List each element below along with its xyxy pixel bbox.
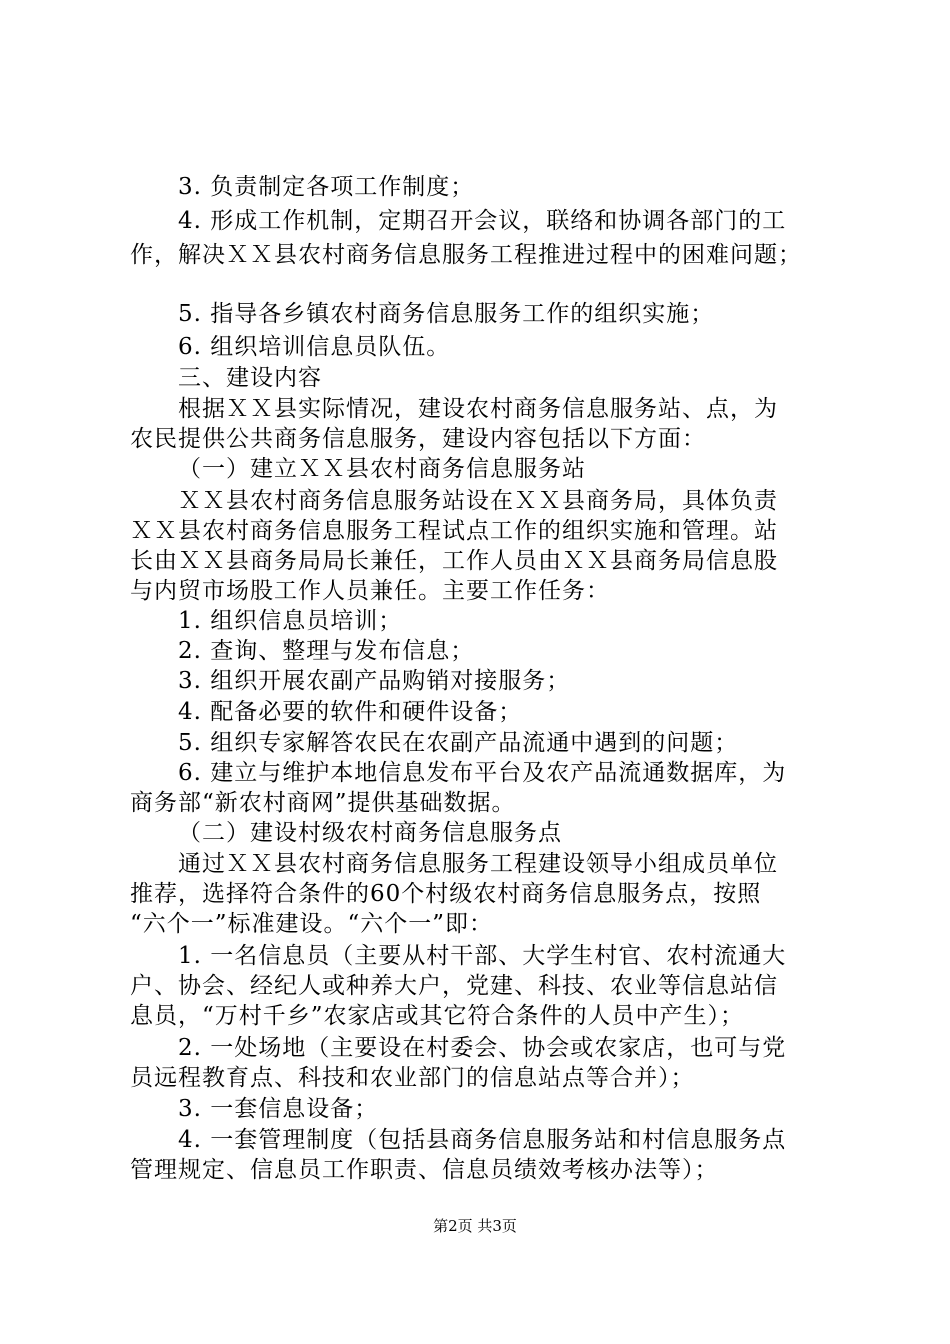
subsection-heading: （二）建设村级农村商务信息服务点 bbox=[178, 820, 562, 846]
text-line: 4. 配备必要的软件和硬件设备； bbox=[178, 699, 523, 725]
text-line: 6. 组织培训信息员队伍。 bbox=[178, 334, 451, 360]
text-line: 与内贸市场股工作人员兼任。主要工作任务： bbox=[130, 578, 610, 604]
text-line: 农民提供公共商务信息服务，建设内容包括以下方面： bbox=[130, 426, 706, 452]
text-line: 推荐，选择符合条件的60个村级农村商务信息服务点，按照 bbox=[130, 881, 762, 907]
text-line: 6. 建立与维护本地信息发布平台及农产品流通数据库，为 bbox=[178, 760, 787, 786]
section-heading: 三、建设内容 bbox=[178, 365, 322, 391]
text-line: 户、协会、经纪人或种养大户，党建、科技、农业等信息站信 bbox=[130, 973, 778, 999]
text-line: 通过ＸＸ县农村商务信息服务工程建设领导小组成员单位 bbox=[178, 851, 778, 877]
text-line: ＸＸ县农村商务信息服务站设在ＸＸ县商务局，具体负责 bbox=[178, 488, 778, 514]
text-line: “六个一”标准建设。“六个一”即： bbox=[130, 911, 494, 937]
text-line: 2. 一处场地（主要设在村委会、协会或农家店，也可与党 bbox=[178, 1035, 787, 1061]
text-line: 2. 查询、整理与发布信息； bbox=[178, 638, 475, 664]
text-line: 3. 负责制定各项工作制度； bbox=[178, 174, 475, 200]
page-number-footer: 第2页 共3页 bbox=[433, 1217, 517, 1235]
text-line: 1. 组织信息员培训； bbox=[178, 608, 403, 634]
text-line: 3. 一套信息设备； bbox=[178, 1096, 379, 1122]
text-line: ＸＸ县农村商务信息服务工程试点工作的组织实施和管理。站 bbox=[130, 518, 778, 544]
text-line: 1. 一名信息员（主要从村干部、大学生村官、农村流通大 bbox=[178, 943, 787, 969]
text-line: 3. 组织开展农副产品购销对接服务； bbox=[178, 668, 571, 694]
text-line: 息员，“万村千乡”农家店或其它符合条件的人员中产生）； bbox=[130, 1003, 745, 1029]
text-line: 4. 一套管理制度（包括县商务信息服务站和村信息服务点 bbox=[178, 1127, 787, 1153]
subsection-heading: （一）建立ＸＸ县农村商务信息服务站 bbox=[178, 456, 586, 482]
text-line: 商务部“新农村商网”提供基础数据。 bbox=[130, 790, 516, 816]
text-line: 根据ＸＸ县实际情况，建设农村商务信息服务站、点，为 bbox=[178, 396, 778, 422]
text-line: 长由ＸＸ县商务局局长兼任，工作人员由ＸＸ县商务局信息股 bbox=[130, 548, 778, 574]
text-line: 4. 形成工作机制，定期召开会议，联络和协调各部门的工 bbox=[178, 208, 787, 234]
text-line: 管理规定、信息员工作职责、信息员绩效考核办法等）； bbox=[130, 1157, 719, 1183]
text-line: 5. 指导各乡镇农村商务信息服务工作的组织实施； bbox=[178, 301, 715, 327]
text-line: 员远程教育点、科技和农业部门的信息站点等合并）； bbox=[130, 1065, 695, 1091]
text-line: 作，解决ＸＸ县农村商务信息服务工程推进过程中的困难问题； bbox=[130, 242, 802, 268]
text-line: 5. 组织专家解答农民在农副产品流通中遇到的问题； bbox=[178, 730, 739, 756]
